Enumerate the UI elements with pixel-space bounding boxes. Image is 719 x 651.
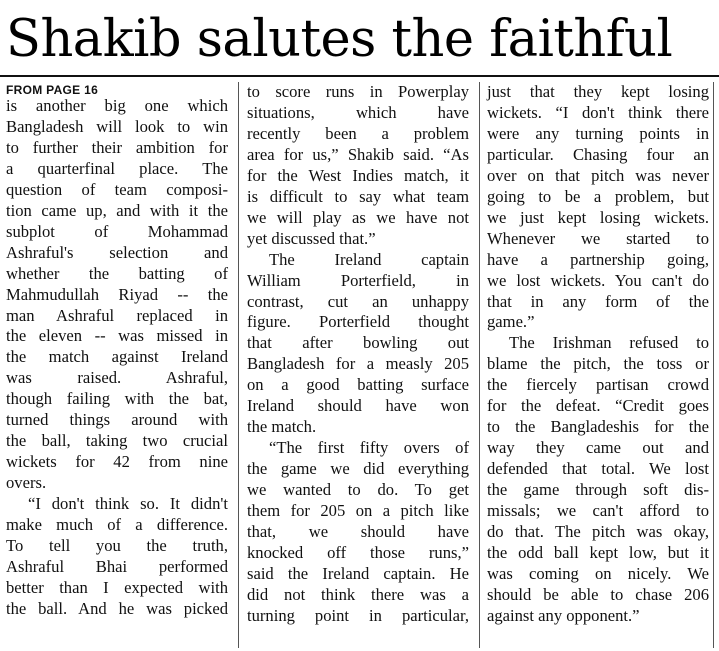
text-line: just that they kept losing [487,82,709,101]
text-line: should be able to chase 206 [487,584,709,604]
text-line: is difficult to say what team [247,186,469,206]
text-line: question of team composi- [6,179,228,199]
text-line: the game through soft dis- [487,480,709,500]
text-line: a quarterfinal place. The [6,158,228,178]
column-body [247,82,469,627]
text-line: subplot of Mohammad [6,221,228,241]
text-line: Bangladesh will look to win [6,116,228,136]
text-line: The Irishman refused to [509,333,709,353]
text-line: particular. Chasing four an [487,144,709,164]
column-divider [713,82,714,648]
text-line: Ireland should have won [247,396,469,416]
text-line: William Porterfield, in [247,270,469,290]
headline: Shakib salutes the faithful [6,10,673,69]
text-line: turning point in particular, [247,605,469,625]
text-line: the match. [247,417,317,437]
text-line: we lost wickets. You can't do [487,270,709,290]
text-line: is another big one which [6,96,228,115]
text-line: that in any form of the [487,291,709,311]
text-line: wickets. “I don't think there [487,102,709,122]
text-line: yet discussed that.” [247,228,376,248]
text-line: man Ashraful replaced in [6,305,228,325]
article-column-1 [6,82,228,620]
text-line: situations, which have [247,102,469,122]
text-line: for the defeat. “Credit goes [487,396,709,416]
text-line: recently been a problem [247,123,469,143]
text-line: blame the pitch, the toss or [487,354,709,374]
text-line: Ashraful's selection and [6,242,228,262]
text-line: knocked off those runs,” [247,542,469,562]
text-line: tion came up, and with it the [6,200,228,220]
text-line: better than I expected with [6,577,228,597]
text-line: to the Bangladeshis for the [487,417,709,437]
text-line: Whenever we started to [487,228,709,248]
column-body [6,96,228,620]
text-line: defended that total. We lost [487,459,709,479]
text-line: though failing with the bat, [6,389,228,409]
text-line: were any turning points in [487,123,709,143]
text-line: figure. Porterfield thought [247,312,469,332]
text-line: the eleven -- was missed in [6,326,228,346]
text-line: was coming on nicely. We [487,563,709,583]
text-line: the ball. And he was picked [6,598,228,618]
text-line: overs. [6,473,47,493]
text-line: the fiercely partisan crowd [487,375,709,395]
text-line: the ball, taking two crucial [6,431,228,451]
text-line: said the Ireland captain. He [247,563,469,583]
text-line: turned things around with [6,410,228,430]
text-line: we will play as we have not [247,207,469,227]
text-line: over on that pitch was never [487,165,709,185]
text-line: we just kept losing wickets. [487,207,709,227]
text-line: The Ireland captain [269,249,469,269]
text-line: make much of a difference. [6,515,228,535]
text-line: that after bowling out [247,333,469,353]
text-line: wickets for 42 from nine [6,452,228,472]
text-line: that, we should have [247,522,469,542]
text-line: To tell you the truth, [6,536,228,556]
text-line: way they came out and [487,438,709,458]
article-column-2 [247,82,469,627]
text-line: whether the batting of [6,263,228,283]
article-column-3 [487,82,709,627]
text-line: we wanted to do. To get [247,480,469,500]
text-line: missals; we can't afford to [487,501,709,521]
headline-rule [0,75,719,77]
text-line: contrast, cut an unhappy [247,291,469,311]
text-line: area for us,” Shakib said. “As [247,144,469,164]
text-line: to score runs in Powerplay [247,82,469,101]
text-line: the odd ball kept low, but it [487,542,709,562]
text-line: “The first fifty overs of [269,438,469,458]
text-line: have a partnership going, [487,249,709,269]
text-line: on a good batting surface [247,375,469,395]
jump-line: FROM PAGE 16 [6,83,99,97]
text-line: “I don't think so. It didn't [28,494,228,514]
text-line: against any opponent.” [487,605,640,625]
column-body [487,82,709,627]
text-line: the game we did everything [247,459,469,479]
text-line: to further their ambition for [6,137,228,157]
text-line: was raised. Ashraful, [6,368,228,388]
column-divider [479,82,480,648]
text-line: Ashraful Bhai performed [6,556,228,576]
text-line: game.” [487,312,535,332]
text-line: going to be a problem, but [487,186,709,206]
text-line: did not think there was a [247,584,469,604]
column-divider [238,82,239,648]
text-line: them for 205 on a pitch like [247,501,469,521]
text-line: the match against Ireland [6,347,228,367]
text-line: Mahmudullah Riyad -- the [6,284,228,304]
text-line: Bangladesh for a measly 205 [247,354,469,374]
text-line: do that. The pitch was okay, [487,522,709,542]
text-line: for the West Indies match, it [247,165,469,185]
